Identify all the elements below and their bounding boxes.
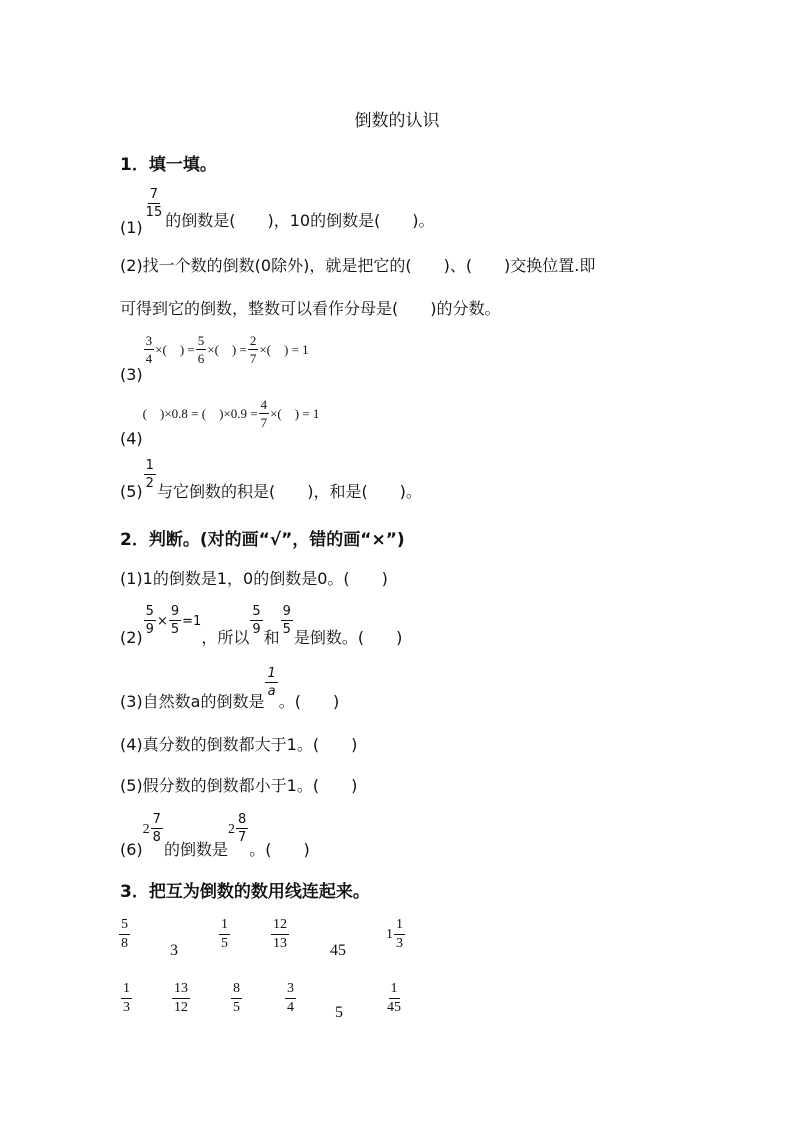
fraction bbox=[144, 459, 156, 490]
match-fraction bbox=[171, 982, 191, 1015]
section-3-heading: 3．把互为倒数的数用线连起来。 bbox=[120, 882, 370, 902]
fraction bbox=[169, 605, 181, 636]
q1-3-text-1: ×( ) = bbox=[155, 342, 195, 357]
denominator: 7 bbox=[260, 415, 268, 430]
fraction bbox=[265, 667, 277, 698]
mixed-whole: 1 bbox=[386, 926, 393, 942]
numerator: 8 bbox=[237, 812, 247, 827]
fraction bbox=[281, 605, 293, 636]
match-fraction bbox=[384, 982, 404, 1015]
q1-4-text-2: ×( ) = 1 bbox=[270, 406, 320, 421]
q1-item-2-line-1: (2)找一个数的倒数(0除外)，就是把它的( )、( )交换位置.即 bbox=[120, 256, 596, 275]
mixed-whole: 2 bbox=[227, 822, 235, 837]
numerator: 3 bbox=[285, 982, 296, 999]
numerator: 5 bbox=[145, 604, 154, 619]
denominator: 12 bbox=[174, 1000, 188, 1015]
denominator: 5 bbox=[282, 622, 291, 637]
numerator: 7 bbox=[152, 812, 161, 827]
q2-6-text-2: 。( ) bbox=[249, 840, 310, 859]
match-number: 5 bbox=[335, 1004, 343, 1021]
fraction bbox=[248, 334, 259, 365]
numerator: 1 bbox=[145, 458, 154, 473]
match-fraction bbox=[218, 918, 231, 951]
fraction bbox=[144, 605, 156, 636]
denominator: 9 bbox=[252, 622, 261, 637]
q1-item-5 bbox=[120, 458, 422, 501]
q2-item-4: (4)真分数的倒数都大于1。( ) bbox=[120, 735, 358, 754]
match-number: 3 bbox=[170, 942, 178, 959]
denominator: 7 bbox=[237, 830, 247, 845]
q2-item-6 bbox=[120, 812, 310, 859]
q2-2-text-so: ，所以 bbox=[201, 628, 250, 647]
denominator: 8 bbox=[121, 936, 128, 951]
fraction bbox=[236, 813, 248, 844]
denominator: 4 bbox=[287, 1000, 294, 1015]
numerator: 5 bbox=[252, 604, 261, 619]
q1-item-4 bbox=[120, 397, 320, 448]
q1-1-label: (1) bbox=[120, 218, 143, 237]
fraction bbox=[144, 188, 165, 219]
denominator: 13 bbox=[273, 936, 287, 951]
fraction bbox=[144, 334, 155, 365]
denominator: 6 bbox=[197, 351, 205, 366]
q1-4-label: (4) bbox=[120, 429, 143, 448]
match-mixed-number bbox=[386, 918, 406, 951]
numerator: 12 bbox=[271, 918, 289, 935]
match-fraction bbox=[284, 982, 297, 1015]
numerator: 1 bbox=[267, 666, 276, 681]
numerator: 1 bbox=[121, 982, 132, 999]
denominator: 4 bbox=[145, 351, 153, 366]
q2-item-2 bbox=[120, 604, 403, 647]
numerator: 1 bbox=[389, 982, 400, 999]
match-number: 45 bbox=[330, 942, 346, 959]
mixed-whole: 2 bbox=[142, 822, 150, 837]
q2-item-1: (1)1的倒数是1，0的倒数是0。( ) bbox=[120, 569, 388, 588]
numerator: 7 bbox=[149, 187, 159, 202]
denominator: 45 bbox=[387, 1000, 401, 1015]
numerator: 8 bbox=[231, 982, 242, 999]
numerator: 1 bbox=[219, 918, 230, 935]
q2-item-3 bbox=[120, 666, 340, 711]
denominator: 3 bbox=[396, 936, 403, 951]
numerator: 9 bbox=[170, 604, 180, 619]
numerator: 9 bbox=[282, 604, 291, 619]
q1-item-3 bbox=[120, 333, 309, 384]
match-fraction bbox=[118, 918, 131, 951]
denominator: 8 bbox=[152, 830, 161, 845]
denominator: 5 bbox=[170, 622, 180, 637]
q2-2-text-end: 是倒数。( ) bbox=[293, 628, 403, 647]
match-fraction bbox=[270, 918, 290, 951]
numerator: 3 bbox=[145, 333, 153, 348]
q1-item-2-line-2: 可得到它的倒数，整数可以看作分母是( )的分数。 bbox=[120, 299, 501, 318]
q2-6-label: (6) bbox=[120, 840, 143, 859]
q1-1-text: 的倒数是( )，10的倒数是( )。 bbox=[165, 211, 435, 230]
denominator: 3 bbox=[123, 1000, 130, 1015]
match-fraction bbox=[120, 982, 133, 1015]
q1-4-text-1: ( )×0.8 = ( )×0.9 = bbox=[142, 406, 258, 421]
q1-3-text-3: ×( ) = 1 bbox=[259, 342, 309, 357]
fraction bbox=[250, 605, 262, 636]
numerator: 4 bbox=[260, 397, 268, 412]
denominator: 5 bbox=[233, 1000, 240, 1015]
numerator: 5 bbox=[197, 333, 205, 348]
numerator: 5 bbox=[119, 918, 130, 935]
denominator: 5 bbox=[221, 936, 228, 951]
fraction bbox=[259, 398, 270, 429]
q1-5-label: (5) bbox=[120, 482, 143, 501]
q2-2-equals: =1 bbox=[182, 614, 202, 629]
q2-2-text-and: 和 bbox=[263, 628, 280, 647]
page-title: 倒数的认识 bbox=[354, 111, 440, 131]
fraction bbox=[151, 813, 163, 844]
q2-2-label: (2) bbox=[120, 628, 143, 647]
match-fraction bbox=[230, 982, 243, 1015]
q1-5-text: 与它倒数的积是( )，和是( )。 bbox=[156, 482, 422, 501]
denominator: 15 bbox=[145, 205, 163, 220]
numerator: 13 bbox=[172, 982, 190, 999]
denominator: 2 bbox=[145, 476, 154, 491]
q2-3-label: (3)自然数a的倒数是 bbox=[120, 692, 265, 711]
q1-3-text-2: ×( ) = bbox=[207, 342, 247, 357]
denominator: a bbox=[267, 684, 276, 699]
q1-3-label: (3) bbox=[120, 365, 143, 384]
fraction bbox=[196, 334, 207, 365]
section-1-heading: 1．填一填。 bbox=[120, 155, 217, 175]
denominator: 7 bbox=[249, 351, 257, 366]
q2-item-5: (5)假分数的倒数都小于1。( ) bbox=[120, 776, 358, 795]
numerator: 1 bbox=[394, 918, 405, 935]
q2-2-times: × bbox=[156, 614, 168, 629]
q2-3-text: 。( ) bbox=[278, 692, 340, 711]
denominator: 9 bbox=[145, 622, 154, 637]
q2-6-text-1: 的倒数是 bbox=[163, 840, 228, 859]
section-2-heading: 2．判断。(对的画“√”，错的画“×”) bbox=[120, 530, 405, 550]
numerator: 2 bbox=[249, 333, 257, 348]
q1-item-1 bbox=[120, 187, 435, 237]
